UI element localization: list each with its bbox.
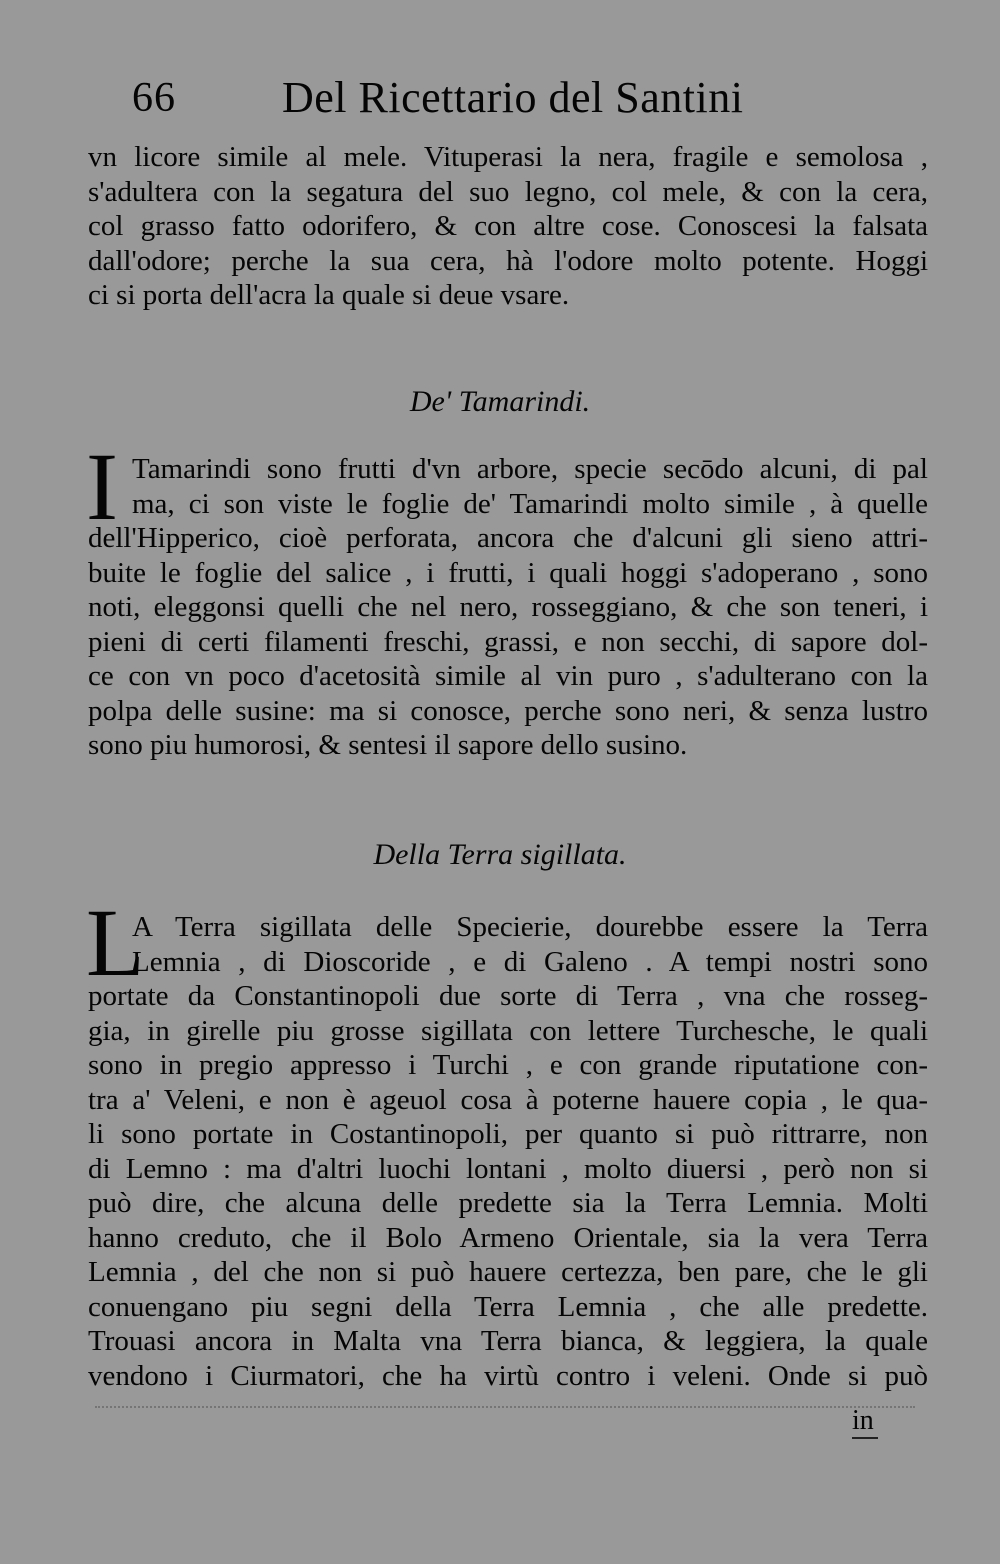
text-line: sono in pregio appresso i Turchi , e con grande riputatione con- [88,1049,928,1081]
text-line: dall'odore; perche la sua cera, hà l'odore molto potente. Hoggi [88,244,928,277]
section-heading-tamarindi: De' Tamarindi. [409,385,591,418]
text-line: può dire, che alcuna delle predette sia la Terra Lemnia. Molti [88,1187,928,1219]
section-heading-terra-sigillata: Della Terra sigillata. [373,838,627,871]
text-line: Trouasi ancora in Malta vna Terra bianca, & leggiera, la quale [88,1325,928,1357]
text-line: Tamarindi sono frutti d'vn arbore, specie secōdo alcuni, di pal [132,453,928,485]
text-line: A Terra sigillata delle Specierie, dourebbe essere la Terra [132,911,928,943]
bleed-through-mark [95,1406,915,1408]
text-line: pieni di certi filamenti freschi, grassi, e non secchi, di sapore dol- [88,625,928,658]
text-line: gia, in girelle piu grosse sigillata con lettere Turchesche, le quali [88,1014,928,1047]
text-line: ma, ci son viste le foglie de' Tamarindi molto simile , à quelle [132,487,928,520]
page-edge-mark [852,1437,878,1439]
text-line: tra a' Veleni, e non è ageuol cosa à poterne hauere copia , le qua- [88,1083,928,1116]
text-line: buite le foglie del salice , i frutti, i quali hoggi s'adoperano , sono [88,556,928,589]
catchword: in [852,1405,874,1436]
text-line: vn licore simile al mele. Vituperasi la nera, fragile e semolosa , [88,141,928,173]
paragraph-continuation [88,140,928,313]
text-line: col grasso fatto odorifero, & con altre cose. Conoscesi la falsata [88,210,928,242]
page-number: 66 [132,75,176,121]
section-body-terra-sigillata [86,889,928,1393]
running-title: Del Ricettario del Santini [282,73,744,122]
text-line: s'adultera con la segatura del suo legno, col mele, & con la cera, [88,175,928,208]
drop-cap-l: L [86,889,145,996]
text-line: Lemnia , del che non si può hauere certezza, ben pare, che le gli [88,1256,928,1288]
text-line: noti, eleggonsi quelli che nel nero, rosseggiano, & che son teneri, i [88,591,928,623]
running-header [0,70,1000,130]
text-line: portate da Constantinopoli due sorte di Terra , vna che rosseg- [88,980,928,1012]
text-line: sono piu humorosi, & sentesi il sapore dello susino. [88,729,688,761]
text-line: dell'Hipperico, cioè perforata, ancora che d'alcuni gli sieno attri- [88,522,928,554]
text-line: li sono portate in Costantinopoli, per quanto si può rittrarre, non [88,1118,928,1150]
text-line: polpa delle susine: ma si conosce, perche sono neri, & senza lustro [88,694,928,727]
text-line: hanno creduto, che il Bolo Armeno Orientale, sia la vera Terra [88,1221,928,1254]
text-line: Lemnia , di Dioscoride , e di Galeno . A tempi nostri sono [132,945,928,978]
text-line: vendono i Ciurmatori, che ha virtù contro i veleni. Onde si può [88,1359,928,1392]
text-line: conuengano piu segni della Terra Lemnia , che alle predette. [88,1290,928,1323]
text-line: ci si porta dell'acra la quale si deue vsare. [88,279,570,311]
text-line: ce con vn poco d'acetosità simile al vin puro , s'adulterano con la [88,660,928,692]
drop-cap-i: I [86,433,118,540]
section-body-tamarindi [86,433,928,763]
text-line: di Lemno : ma d'altri luochi lontani , molto diuersi , però non si [88,1152,928,1185]
